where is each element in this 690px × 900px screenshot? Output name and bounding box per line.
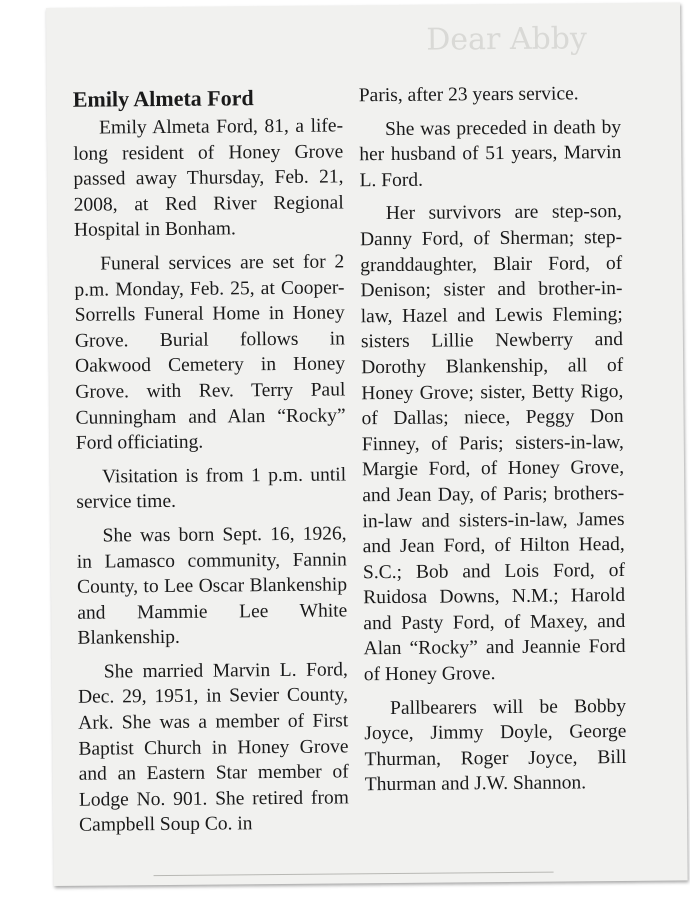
paragraph-visitation: Visitation is from 1 p.m. until service time. bbox=[76, 464, 347, 514]
obituary-headline: Emily Almeta Ford bbox=[72, 85, 254, 112]
paragraph-survivors: Her survivors are step-son, Danny Ford, of Sherman; step-granddaughter, Blair Ford, of Denison; sister and brother-in-law, Hazel and Lewis Fleming; sisters Lillie Newberry and Dorothy Blankenship, all of Honey Grove; sister, Betty Rigo, of Dallas; niece, Peggy Don Finney, of Paris; sisters-in-law, Margie Ford, of Honey Grove, and Jean Day, of Paris; brothers-in-law and sisters-in-law, James and Jean Ford, of Hilton Head, S.C.; Bob and Lois Ford, of Ruidosa Downs, N.M.; Harold and Pasty Ford, of Maxey, and Alan “Rocky” and Jeannie Ford of Honey Grove. bbox=[359, 201, 626, 686]
paragraph-preceded-in-death: She was preceded in death by her husband of 51 years, Marvin L. Ford. bbox=[359, 116, 622, 192]
paragraph-marriage-career: She married Marvin L. Ford, Dec. 29, 1951, in Sevier County, Ark. She was a member of First Baptist Church in Honey Grove and an Eastern Star member of Lodge No. 901. She retired from Campbell Soup Co. in bbox=[77, 659, 349, 837]
bleed-through-text bbox=[426, 21, 676, 59]
left-column bbox=[73, 83, 350, 846]
paragraph-birth: She was born Sept. 16, 1926, in Lamasco community, Fannin County, to Lee Oscar Blankenship and Mammie Lee White Blankenship. bbox=[76, 523, 348, 650]
paragraph-career-continuation: Paris, after 23 years service. bbox=[358, 83, 579, 107]
bleed-through-line: Dear Abby bbox=[426, 21, 588, 58]
paragraph-pallbearers: Pallbearers will be Bobby Joyce, Jimmy Doyle, George Thurman, Roger Joyce, Bill Thurman and J.W. Shannon. bbox=[364, 695, 627, 796]
paragraph-funeral-services: Funeral services are set for 2 p.m. Monday, Feb. 25, at Cooper-Sorrells Funeral Home in Honey Grove. Burial follows in Oakwood Cemetery in Honey Grove. with Rev. Terry Paul Cunningham and Alan “Rocky” Ford officiating. bbox=[74, 251, 346, 454]
newspaper-clipping bbox=[46, 2, 688, 885]
paragraph-death-notice: Emily Almeta Ford, 81, a life-long resident of Honey Grove passed away Thursday, Feb. 21, 2008, at Red River Regional Hospital in Bonham. bbox=[73, 115, 344, 242]
right-column bbox=[359, 81, 627, 806]
bottom-rule bbox=[154, 872, 554, 876]
